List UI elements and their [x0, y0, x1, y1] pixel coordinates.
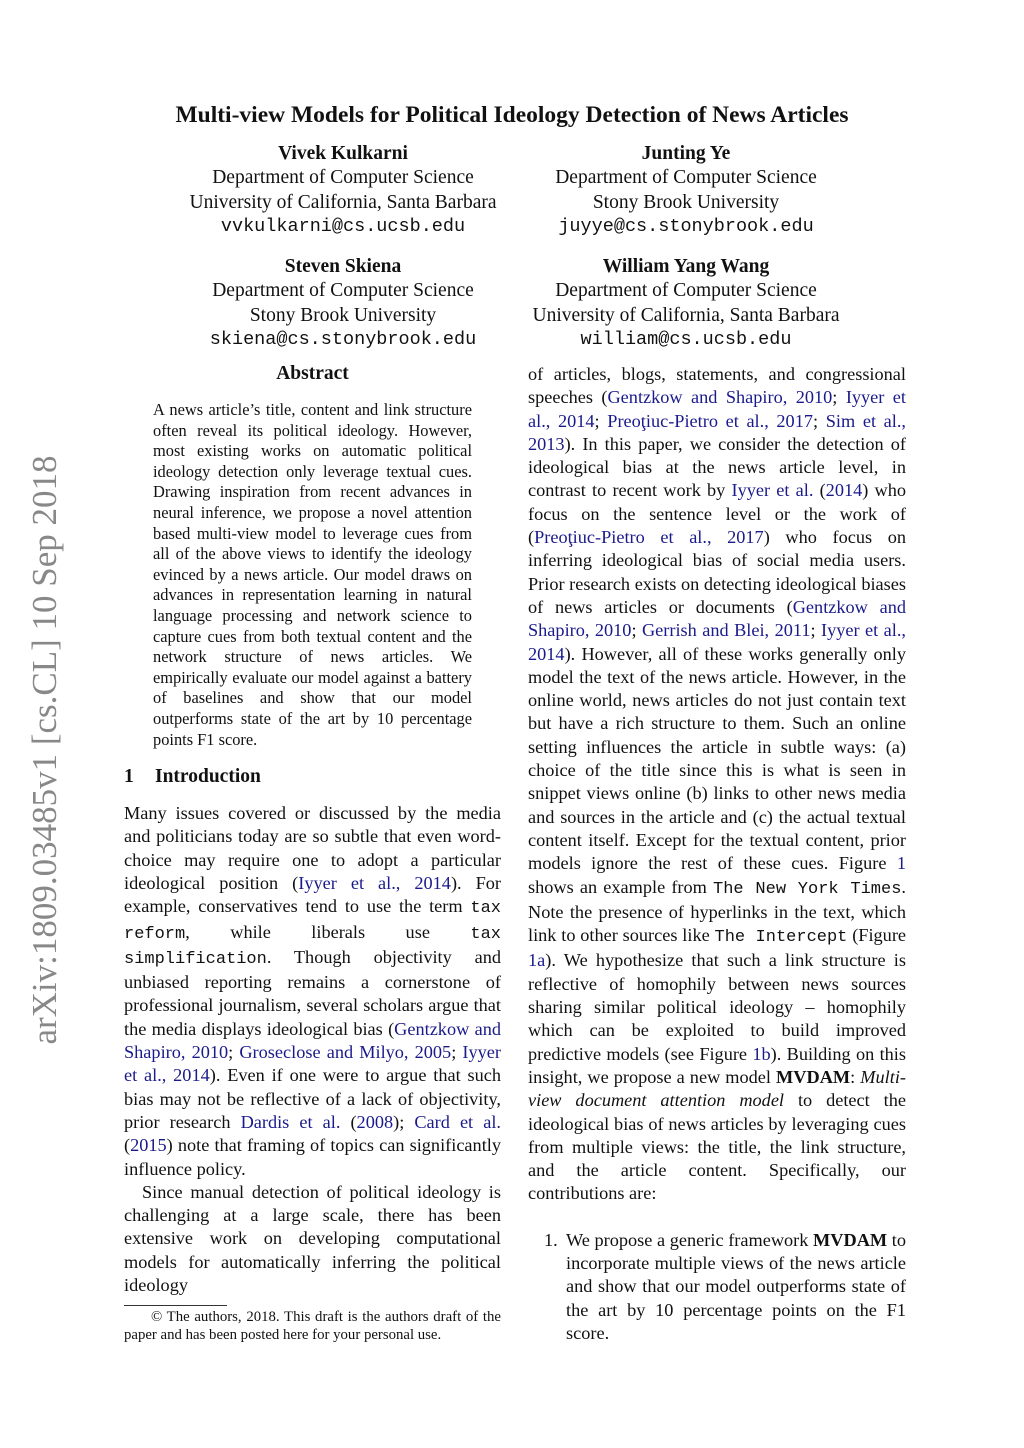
monospace-text: tax reform [124, 899, 501, 944]
text-run: . Though objectivity and unbiased reporting remains a cornerstone of professional journalism, several scholars argue that the media displays ideological bias ( [124, 946, 501, 1039]
text-run: ). Building on this insight, we propose a new model [528, 1043, 906, 1087]
text-run: A news article’s title, content and link structure often reveal its political ideology. However, most existing works on automatic political ideology detection only leverage textual cues. Drawing inspiration from recent advances in neural inference, we propose a novel attention based multi-view model to leverage cues from all of the above views to identify the ideology evinced by a news article. Our model draws on advances in representation learning in natural language processing and network science to capture cues from both textual content and the network structure of news articles. We empirically evaluate our model against a battery of baselines and show that our model outperforms state of the art by 10 percentage points F1 score. [153, 400, 472, 749]
citation-link[interactable]: Sim et al., 2013 [528, 410, 907, 454]
text-run: ). In this paper, we consider the detection of ideological bias at the news article level, in contrast to recent work by [528, 433, 906, 501]
contributions-list [544, 1229, 906, 1345]
text-run: ) who focus on the sentence level or the work of ( [528, 480, 906, 548]
author-email: vvkulkarni@cs.ucsb.edu [220, 215, 466, 237]
text-run: ). Even if one were to argue that such bias may not be reflective of a lack of objectivity, prior research [124, 1065, 501, 1132]
citation-link[interactable]: 1 [896, 853, 906, 874]
author-email: william@cs.ucsb.edu [580, 328, 792, 350]
monospace-text: The Intercept [714, 928, 848, 948]
text-run: , while liberals use [185, 921, 471, 942]
citation-link[interactable]: Gentzkow and Shapiro, 2010 [124, 1018, 501, 1063]
author-department: Department of Computer Science [555, 280, 817, 302]
text-run: to detect the ideological bias of news articles by leveraging cues from multiple views: the title, the link structure, and the article content. Specifically, our contributions are: [528, 1090, 906, 1204]
section-heading-introduction [124, 765, 501, 789]
citation-link[interactable]: Iyyer et al., 2014 [528, 387, 907, 431]
text-run: ; [228, 1042, 240, 1063]
text-run: ; [594, 410, 608, 431]
citation-link[interactable]: Preoţiuc-Pietro et al., 2017 [607, 410, 813, 431]
text-run: ; [832, 387, 846, 408]
footnote-rule [124, 1305, 227, 1306]
author-department: Department of Computer Science [212, 167, 474, 189]
arxiv-identifier-stamp: arXiv:1809.03485v1 [cs.CL] 10 Sep 2018 [25, 455, 64, 1045]
citation-link[interactable]: 1a [528, 950, 546, 971]
footnote-text: © The authors, 2018. This draft is the authors draft of the paper and has been posted here for your personal use. [124, 1309, 501, 1343]
text-run: (Figure [847, 925, 907, 946]
citation-link[interactable]: Preoţiuc-Pietro et al., 2017 [534, 527, 764, 548]
author-email: juyye@cs.stonybrook.edu [558, 215, 814, 237]
citation-link[interactable]: Groseclose and Milyo, 2005 [239, 1042, 452, 1063]
citation-link[interactable]: Card et al. [414, 1111, 501, 1132]
author-name: William Yang Wang [602, 256, 770, 277]
text-run: ( [813, 480, 826, 501]
author-email: skiena@cs.stonybrook.edu [209, 328, 477, 350]
left-column [124, 362, 501, 1344]
citation-link[interactable]: 2015 [130, 1135, 167, 1156]
abstract-text [153, 400, 472, 750]
author-name: Junting Ye [641, 143, 731, 164]
author-university: University of California, Santa Barbara [189, 191, 497, 213]
citation-link[interactable]: Dardis et al. [240, 1111, 341, 1132]
author-department: Department of Computer Science [555, 167, 817, 189]
citation-link[interactable]: 2014 [825, 480, 863, 501]
citation-link[interactable]: Gentzkow and Shapiro, 2010 [528, 596, 906, 641]
text-run: ; [631, 620, 642, 641]
author-university: Stony Brook University [249, 304, 437, 326]
text-run: to incorporate multiple views of the news article and show that our model outperforms state of the art by 10 percentage points on the F1 score. [566, 1229, 907, 1343]
paper-title: Multi-view Models for Political Ideology Detection of News Articles [175, 102, 849, 128]
text-run: : [850, 1066, 861, 1087]
text-run: shows an example from [528, 876, 714, 897]
paragraph [124, 1181, 501, 1297]
author-university: Stony Brook University [592, 191, 780, 213]
text-run: ). For example, conservatives tend to use the term [124, 872, 501, 917]
citation-link[interactable]: Iyyer et al. [731, 480, 814, 501]
text-run: ; [810, 620, 821, 641]
paragraph [124, 802, 501, 1181]
text-run: ). However, all of these works generally only model the text of the news article. However, in the online world, news articles do not just contain text but have a rich structure to them. Such an online setting influences the article in subtle ways: (a) choice of the title since this is what is seen in snippet views online (b) links to other news media and sources in the article and (c) the actual textual content itself. Except for the textual content, prior models ignore the rest of these cues. Figure [528, 643, 906, 874]
left-column-body [124, 802, 501, 1297]
author-department: Department of Computer Science [212, 280, 474, 302]
citation-link[interactable]: 1b [752, 1043, 771, 1064]
text-run: ) who focus on inferring ideological bias of social media users. Prior research exists on detecting ideological biases of news articles or documents ( [528, 527, 906, 617]
citation-link[interactable]: Gentzkow and Shapiro, 2010 [607, 387, 833, 408]
author-name: Steven Skiena [284, 256, 402, 277]
monospace-text: The New York Times [713, 879, 902, 899]
text-run: Since manual detection of political ideology is challenging at a large scale, there has been extensive work on developing computational models for automatically inferring the political ideology [124, 1181, 501, 1296]
list-number: 1. [544, 1229, 558, 1250]
citation-link[interactable]: Iyyer et al., 2014 [298, 872, 451, 893]
text-run: ; [812, 410, 826, 431]
bold-text: MVDAM [776, 1066, 851, 1087]
text-run: ; [451, 1042, 463, 1063]
abstract-heading: Abstract [276, 363, 349, 384]
list-item [544, 1229, 906, 1345]
text-run: ); [393, 1111, 415, 1132]
citation-link[interactable]: Gerrish and Blei, 2011 [641, 620, 811, 641]
text-run: . Note the presence of hyperlinks in the text, which link to other sources like [528, 876, 906, 946]
text-run: ) note that framing of topics can significantly influence policy. [124, 1135, 501, 1179]
citation-link[interactable]: 2008 [356, 1111, 394, 1132]
paragraph [528, 363, 906, 1206]
section-number: 1 [124, 766, 134, 788]
text-run: We propose a generic framework [566, 1229, 814, 1250]
monospace-text: tax simplification [124, 924, 501, 969]
text-run: of articles, blogs, statements, and congressional speeches ( [528, 364, 906, 408]
italic-text: Multi-view document attention model [528, 1066, 906, 1111]
text-run: ). We hypothesize that such a link structure is reflective of homophily between news sources sharing similar political ideology – homophily which can be exploited to build improved predictive models (see Figure [528, 950, 906, 1064]
author-name: Vivek Kulkarni [278, 143, 408, 164]
right-column [528, 363, 906, 1345]
citation-link[interactable]: Iyyer et al., 2014 [124, 1042, 501, 1086]
author-block [476, 142, 896, 239]
text-run: ( [340, 1111, 357, 1132]
list-item-text [566, 1229, 906, 1345]
section-title: Introduction [155, 766, 261, 788]
bold-text: MVDAM [813, 1229, 888, 1250]
right-column-body [528, 363, 906, 1206]
author-block [476, 255, 896, 352]
citation-link[interactable]: Iyyer et al., 2014 [528, 620, 906, 664]
author-university: University of California, Santa Barbara [532, 304, 840, 326]
text-run: ( [124, 1135, 131, 1156]
text-run: Many issues covered or discussed by the media and politicians today are so subtle that even word-choice may require one to adopt a particular ideological position ( [124, 803, 501, 893]
footnote [124, 1309, 501, 1344]
